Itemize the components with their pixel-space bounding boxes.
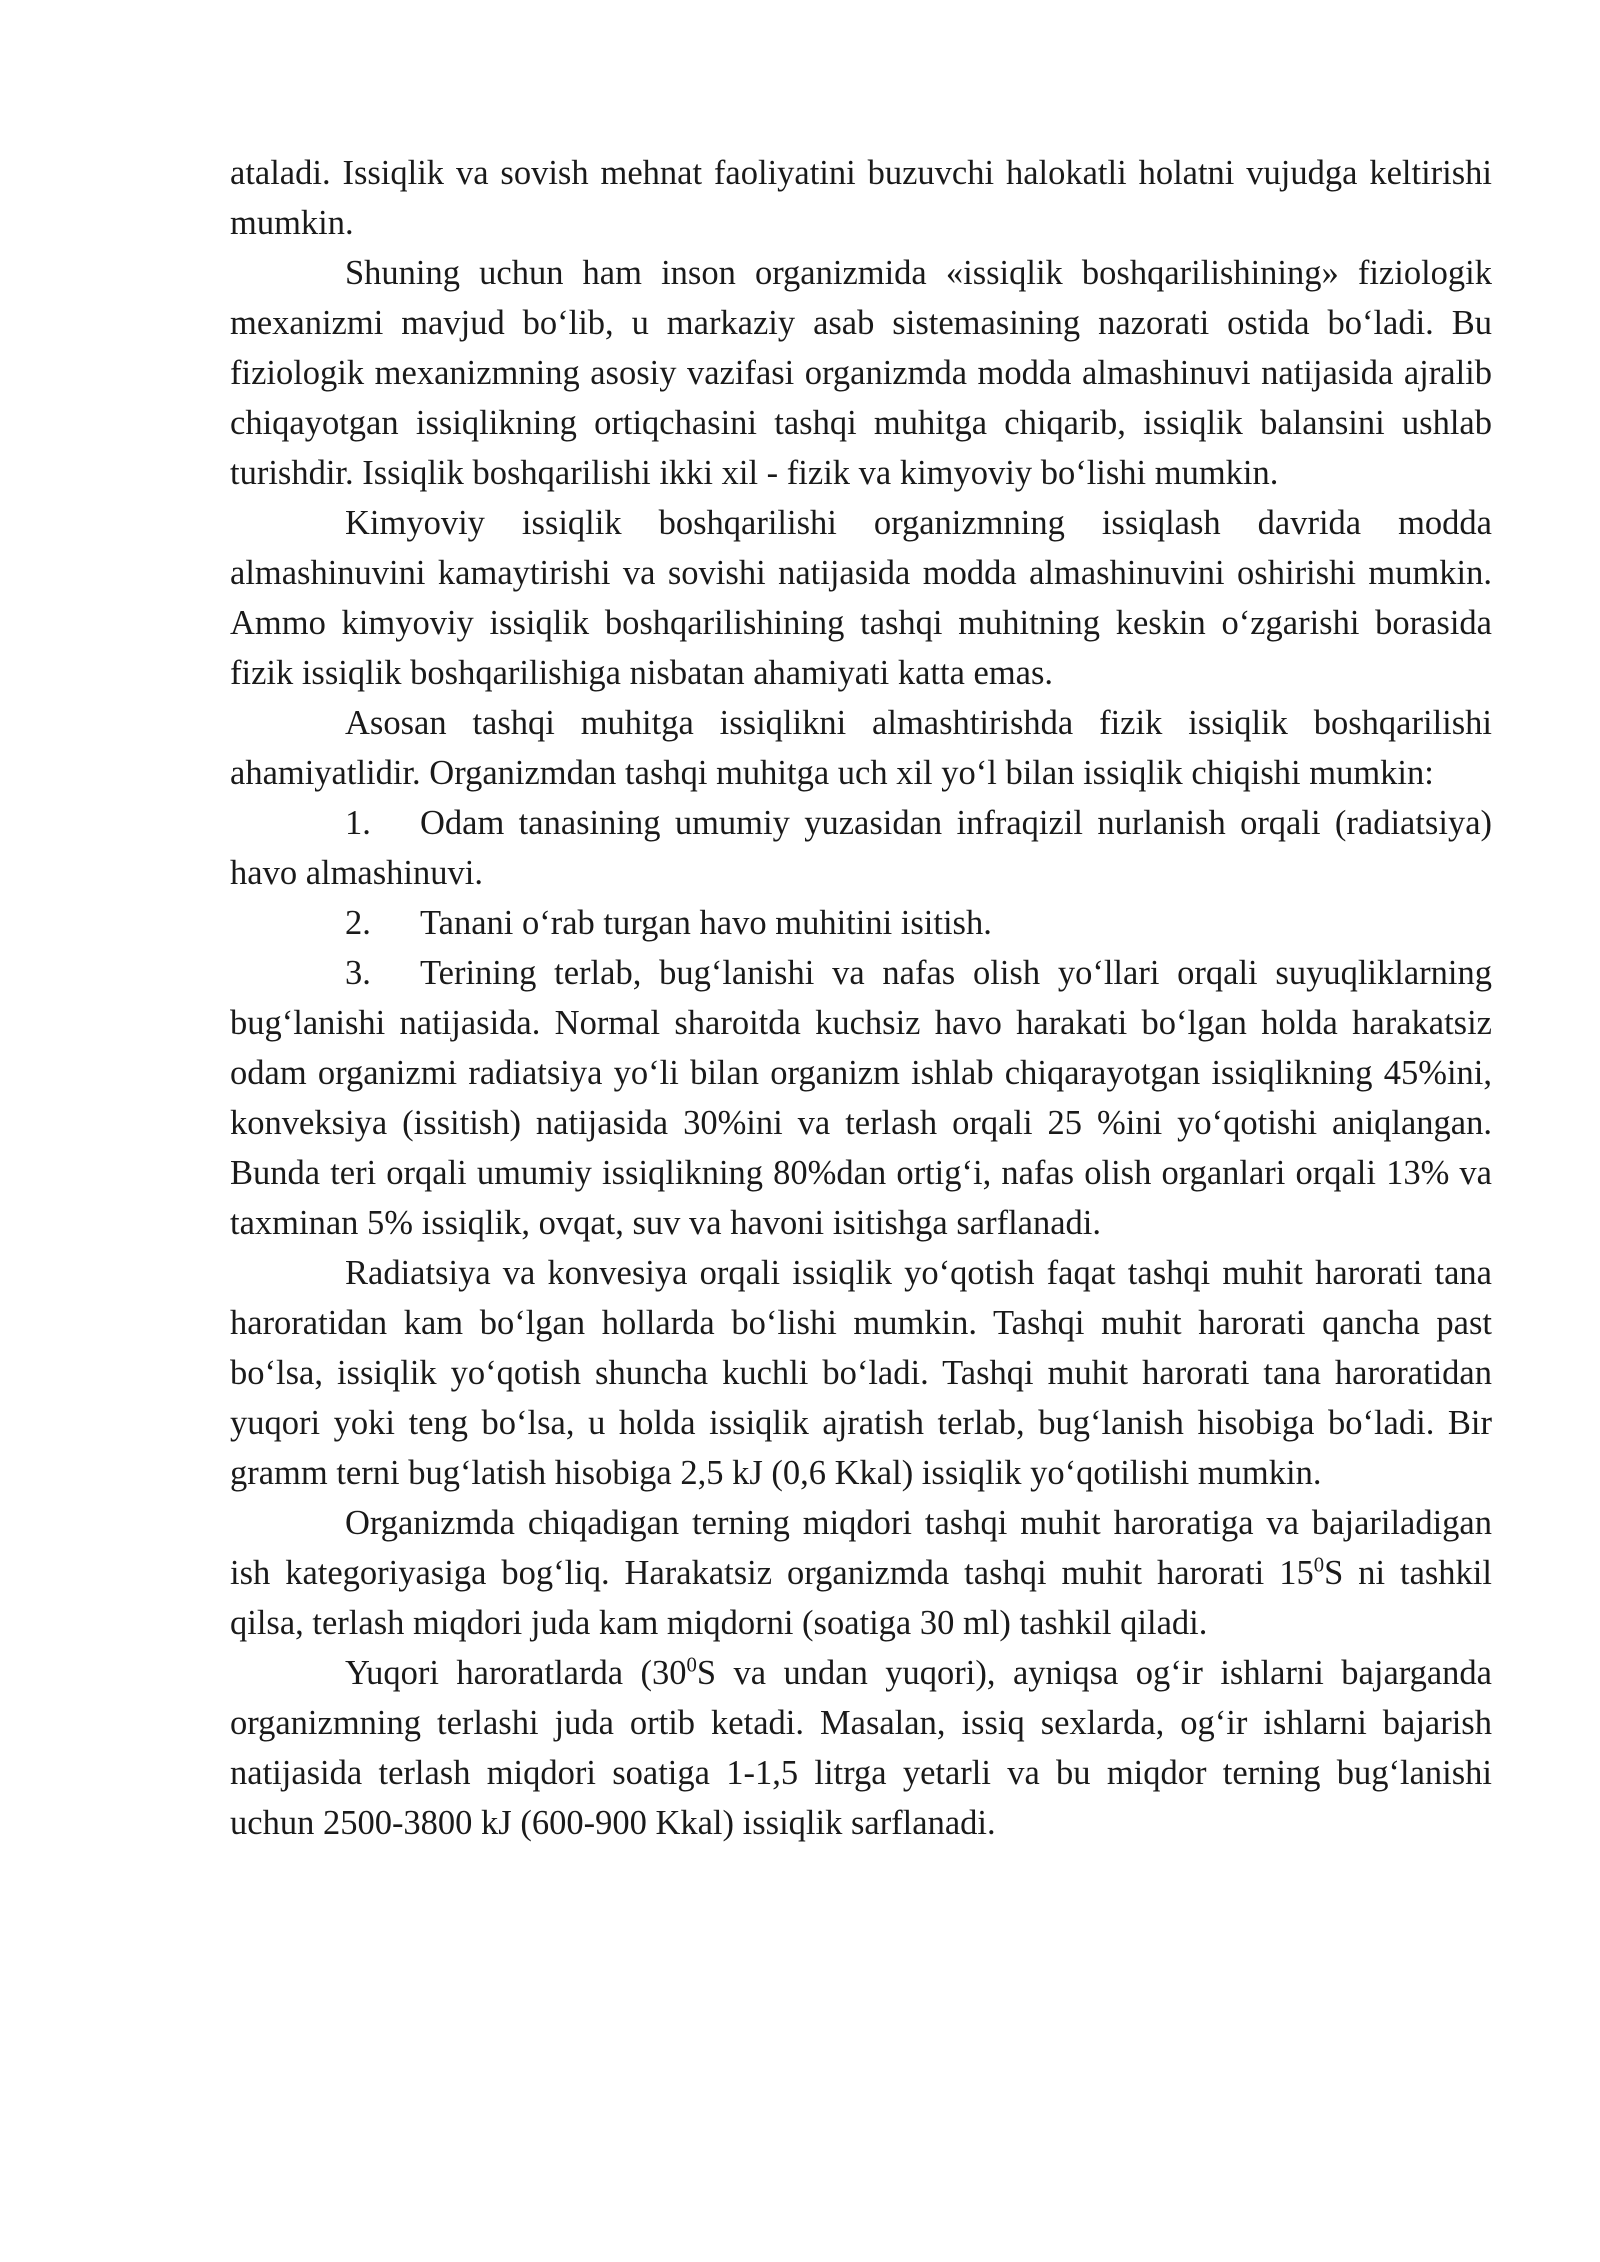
list-item-text: Terining terlab, bug‘lanishi va nafas olish yo‘llari orqali suyuqliklarning bug‘lanishi natijasida. Normal sharoitda kuchsiz havo harakati bo‘lgan holda harakatsiz odam organizmi radiatsiya yo‘li bilan organizm ishlab chiqarayotgan issiqlikning 45%ini, konveksiya (issitish) natijasida 30%ini va terlash orqali 25 %ini yo‘qotishi aniqlangan. Bunda teri orqali umumiy issiqlikning 80%dan ortig‘i, nafas olish organlari orqali 13% va taxminan 5% issiqlik, ovqat, suv va havoni isitishga sarflanadi. (230, 954, 1492, 1242)
list-item-1 (230, 798, 1492, 898)
paragraph-physical-regulation: Asosan tashqi muhitga issiqlikni almashtirishda fizik issiqlik boshqarilishi ahamiyatlidir. Organizmdan tashqi muhitga uch xil yo‘l bilan issiqlik chiqishi mumkin: (230, 704, 1492, 792)
list-number: 2. (345, 904, 371, 942)
text-segment: S va undan yuqori), ayniqsa og‘ir ishlarni bajarganda organizmning terlashi juda ortib ketadi. Masalan, issiq sexlarda, og‘ir ishlarni bajarish natijasida terlash miqdori soatiga 1-1,5 litrga yetarli va bu miqdor terning bug‘lanishi uchun 2500-3800 kJ (600-900 Kkal) issiqlik sarflanadi. (230, 1654, 1492, 1842)
paragraph-thermoregulation-mechanism: Shuning uchun ham inson organizmida «issiqlik boshqarilishining» fiziologik mexanizmi mavjud bo‘lib, u markaziy asab sistemasining nazorati ostida bo‘ladi. Bu fiziologik mexanizmning asosiy vazifasi organizmda modda almashinuvi natijasida ajralib chiqayotgan issiqlikning ortiqchasini tashqi muhitga chiqarib, issiqlik balansini ushlab turishdir. Issiqlik boshqarilishi ikki xil - fizik va kimyoviy bo‘lishi mumkin. (230, 254, 1492, 492)
paragraph-chemical-regulation: Kimyoviy issiqlik boshqarilishi organizmning issiqlash davrida modda almashinuvini kamaytirishi va sovishi natijasida modda almashinuvini oshirishi mumkin. Ammo kimyoviy issiqlik boshqarilishining tashqi muhitning keskin o‘zgarishi borasida fizik issiqlik boshqarilishiga nisbatan ahamiyati katta emas. (230, 504, 1492, 692)
list-item-text: Tanani o‘rab turgan havo muhitini isitish. (420, 904, 992, 942)
document-body (230, 148, 1492, 1848)
paragraph-high-temperatures (230, 1648, 1492, 1848)
list-number: 1. (345, 804, 371, 842)
paragraph-sweat-amount (230, 1498, 1492, 1648)
list-item-2 (230, 898, 1492, 948)
paragraph-radiation-convection: Radiatsiya va konvesiya orqali issiqlik yo‘qotish faqat tashqi muhit harorati tana haroratidan kam bo‘lgan hollarda bo‘lishi mumkin. Tashqi muhit harorati qancha past bo‘lsa, issiqlik yo‘qotish shuncha kuchli bo‘ladi. Tashqi muhit harorati tana haroratidan yuqori yoki teng bo‘lsa, u holda issiqlik ajratish terlab, bug‘lanish hisobiga bo‘ladi. Bir gramm terni bug‘latish hisobiga 2,5 kJ (0,6 Kkal) issiqlik yo‘qotilishi mumkin. (230, 1254, 1492, 1492)
text-segment: Yuqori haroratlarda (30 (345, 1654, 687, 1692)
text-segment: Organizmda chiqadigan terning miqdori tashqi muhit haroratiga va bajariladigan ish kategoriyasiga bog‘liq. Harakatsiz organizmda tashqi muhit harorati 15 (230, 1504, 1492, 1592)
text-segment: S ni tashkil qilsa, terlash miqdori juda kam miqdorni (soatiga 30 ml) tashkil qiladi. (230, 1554, 1492, 1642)
superscript-degree: 0 (1313, 1554, 1325, 1577)
list-number: 3. (345, 954, 371, 992)
list-item-3 (230, 948, 1492, 1248)
paragraph-continuation: ataladi. Issiqlik va sovish mehnat faoliyatini buzuvchi halokatli holatni vujudga keltirishi mumkin. (230, 154, 1492, 242)
list-item-text: Odam tanasining umumiy yuzasidan infraqizil nurlanish orqali (radiatsiya) havo almashinuvi. (230, 804, 1492, 892)
superscript-degree: 0 (686, 1654, 697, 1677)
